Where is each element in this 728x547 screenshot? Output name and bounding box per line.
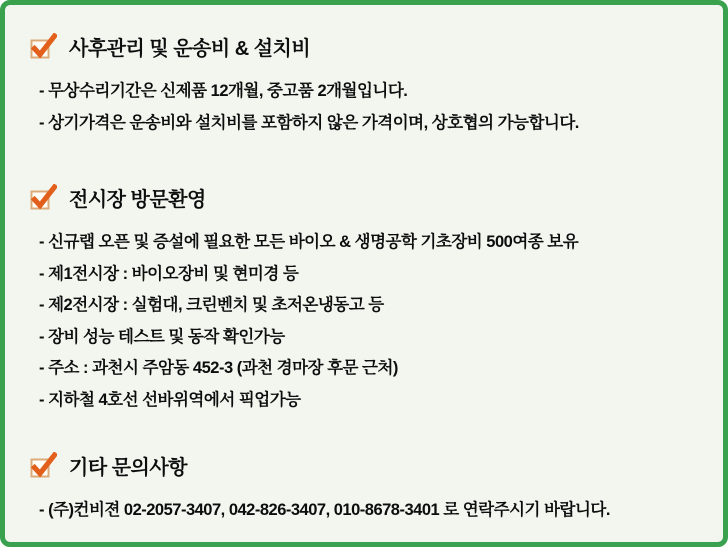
section-showroom	[30, 184, 705, 416]
section-showroom-header	[30, 184, 705, 211]
bullet-item: - 장비 성능 테스트 및 동작 확인가능	[39, 327, 285, 346]
section-contact-items	[39, 495, 705, 527]
checked-checkbox-icon	[30, 184, 57, 211]
section-title: 기타 문의사항	[69, 457, 187, 479]
section-title: 전시장 방문환영	[69, 189, 206, 211]
bullet-item: - 제2전시장 : 실험대, 크린벤치 및 초저온냉동고 등	[39, 296, 384, 314]
bullet-item-contact-numbers: - (주)컨비젼 02-2057-3407, 042-826-3407, 010-8678-3401 로 연락주시기 바랍니다.	[39, 501, 610, 519]
bullet-item: - 신규랩 오픈 및 증설에 필요한 모든 바이오 & 생명공학 기초장비 500여종 보유	[39, 233, 579, 251]
bullet-item: - 제1전시장 : 바이오장비 및 현미경 등	[39, 264, 299, 283]
section-title: 사후관리 및 운송비 & 설치비	[69, 38, 311, 60]
section-showroom-items	[39, 227, 705, 416]
section-aftercare-header	[30, 33, 705, 60]
section-aftercare-items	[39, 76, 705, 139]
checked-checkbox-icon	[30, 33, 57, 60]
section-contact	[30, 452, 705, 527]
bullet-item: - 무상수리기간은 신제품 12개월, 중고품 2개월입니다.	[39, 82, 408, 100]
section-aftercare	[30, 33, 705, 139]
bullet-item: - 상기가격은 운송비와 설치비를 포함하지 않은 가격이며, 상호협의 가능합니다.	[39, 113, 579, 132]
bullet-item: - 지하철 4호선 선바위역에서 픽업가능	[39, 390, 301, 409]
checked-checkbox-icon	[30, 452, 57, 479]
section-contact-header	[30, 452, 705, 479]
bullet-item: - 주소 : 과천시 주암동 452-3 (과천 경마장 후문 근처)	[39, 359, 398, 377]
